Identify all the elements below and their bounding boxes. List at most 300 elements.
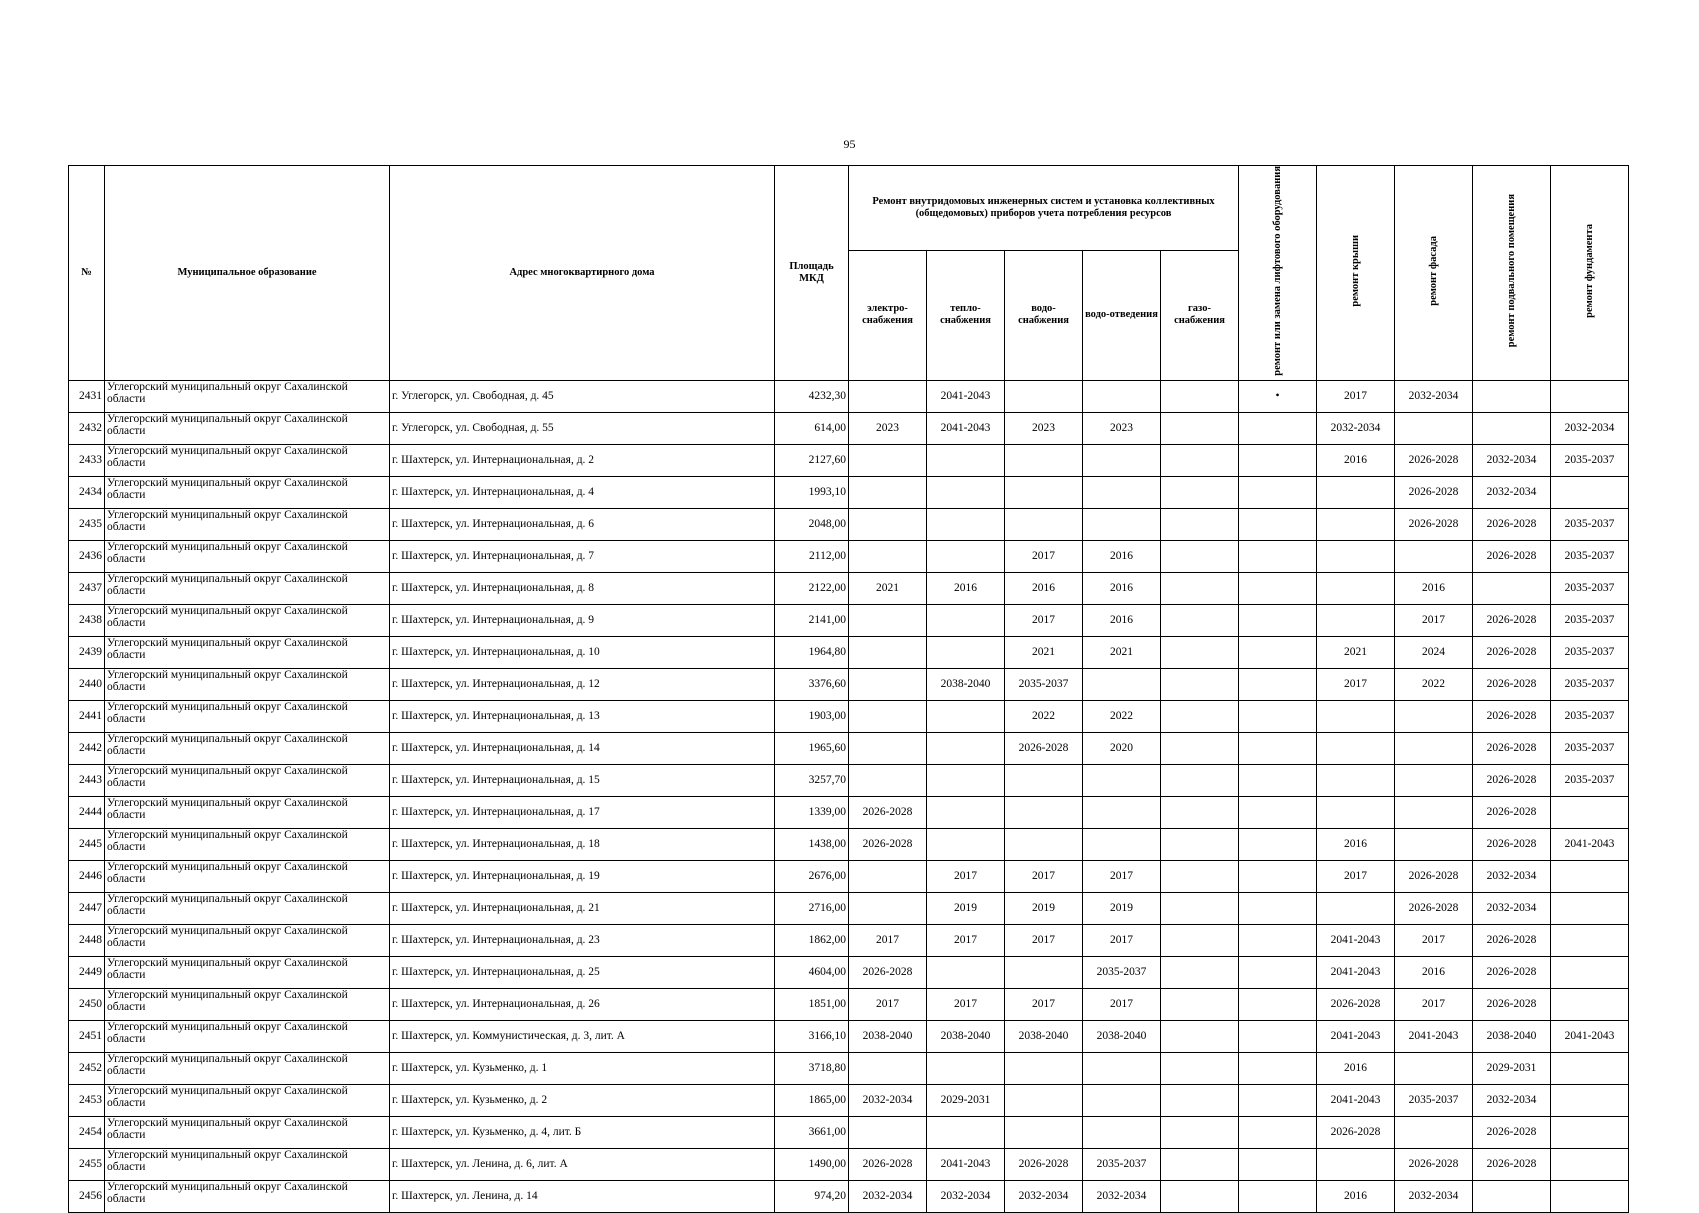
area-cell: 1438,00 (775, 828, 849, 860)
roof-cell: 2017 (1317, 860, 1395, 892)
heat-cell (927, 508, 1005, 540)
heat-cell (927, 604, 1005, 636)
basement-cell: 2026-2028 (1473, 1116, 1551, 1148)
basement-cell: 2032-2034 (1473, 476, 1551, 508)
area-cell: 2676,00 (775, 860, 849, 892)
municipality-cell: Углегорский муниципальный округ Сахалинской области (105, 636, 390, 668)
water-drain-cell (1083, 828, 1161, 860)
roof-cell: 2041-2043 (1317, 924, 1395, 956)
col-water-drain-header: водо-отведения (1083, 250, 1161, 380)
basement-cell: 2026-2028 (1473, 508, 1551, 540)
table-row (69, 572, 1629, 604)
roof-cell: 2041-2043 (1317, 1020, 1395, 1052)
foundation-cell (1551, 1084, 1629, 1116)
area-cell: 1903,00 (775, 700, 849, 732)
address-cell: г. Шахтерск, ул. Интернациональная, д. 4 (390, 476, 775, 508)
basement-cell: 2032-2034 (1473, 444, 1551, 476)
municipality-cell: Углегорский муниципальный округ Сахалинской области (105, 732, 390, 764)
heat-cell (927, 1052, 1005, 1084)
electric-cell: 2026-2028 (849, 1148, 927, 1180)
water-drain-cell: 2032-2034 (1083, 1180, 1161, 1212)
page-number: 95 (843, 137, 856, 151)
lift-cell (1239, 540, 1317, 572)
electric-cell (849, 764, 927, 796)
facade-cell (1395, 412, 1473, 444)
address-cell: г. Шахтерск, ул. Кузьменко, д. 2 (390, 1084, 775, 1116)
row-number: 2445 (69, 828, 105, 860)
row-number: 2438 (69, 604, 105, 636)
facade-cell: 2016 (1395, 956, 1473, 988)
water-drain-cell: 2038-2040 (1083, 1020, 1161, 1052)
col-basement-header: ремонт подвального помещения (1473, 166, 1551, 381)
basement-cell: 2026-2028 (1473, 1148, 1551, 1180)
water-supply-cell: 2019 (1005, 892, 1083, 924)
col-num-header: № (69, 166, 105, 381)
water-supply-cell: 2017 (1005, 860, 1083, 892)
table-row (69, 924, 1629, 956)
facade-cell (1395, 796, 1473, 828)
address-cell: г. Шахтерск, ул. Ленина, д. 6, лит. А (390, 1148, 775, 1180)
water-supply-cell: 2017 (1005, 924, 1083, 956)
table-row (69, 508, 1629, 540)
table-row (69, 1180, 1629, 1212)
water-supply-cell (1005, 1052, 1083, 1084)
foundation-cell: 2035-2037 (1551, 572, 1629, 604)
foundation-cell (1551, 1180, 1629, 1212)
municipality-cell: Углегорский муниципальный округ Сахалинской области (105, 956, 390, 988)
municipality-cell: Углегорский муниципальный округ Сахалинской области (105, 1020, 390, 1052)
heat-cell: 2038-2040 (927, 668, 1005, 700)
water-supply-cell: 2023 (1005, 412, 1083, 444)
water-supply-cell (1005, 476, 1083, 508)
table-row (69, 732, 1629, 764)
roof-cell (1317, 572, 1395, 604)
table-row (69, 476, 1629, 508)
area-cell: 3376,60 (775, 668, 849, 700)
basement-cell: 2026-2028 (1473, 700, 1551, 732)
gas-cell (1161, 508, 1239, 540)
roof-cell (1317, 604, 1395, 636)
roof-cell (1317, 700, 1395, 732)
water-drain-cell (1083, 380, 1161, 412)
address-cell: г. Шахтерск, ул. Интернациональная, д. 25 (390, 956, 775, 988)
col-roof-header: ремонт крыши (1317, 166, 1395, 381)
municipality-cell: Углегорский муниципальный округ Сахалинской области (105, 380, 390, 412)
heat-cell (927, 444, 1005, 476)
col-address-header: Адрес многоквартирного дома (390, 166, 775, 381)
row-number: 2444 (69, 796, 105, 828)
roof-cell: 2026-2028 (1317, 1116, 1395, 1148)
col-municipality-header: Муниципальное образование (105, 166, 390, 381)
lift-cell (1239, 796, 1317, 828)
roof-cell: 2016 (1317, 828, 1395, 860)
area-cell: 1339,00 (775, 796, 849, 828)
municipality-cell: Углегорский муниципальный округ Сахалинской области (105, 700, 390, 732)
municipality-cell: Углегорский муниципальный округ Сахалинской области (105, 604, 390, 636)
basement-cell: 2032-2034 (1473, 860, 1551, 892)
electric-cell (849, 380, 927, 412)
heat-cell (927, 732, 1005, 764)
municipality-cell: Углегорский муниципальный округ Сахалинской области (105, 476, 390, 508)
foundation-cell (1551, 988, 1629, 1020)
roof-cell: 2017 (1317, 380, 1395, 412)
electric-cell: 2032-2034 (849, 1084, 927, 1116)
table-row (69, 988, 1629, 1020)
lift-cell (1239, 1116, 1317, 1148)
area-cell: 1965,60 (775, 732, 849, 764)
heat-cell: 2017 (927, 924, 1005, 956)
basement-cell: 2026-2028 (1473, 796, 1551, 828)
foundation-cell (1551, 860, 1629, 892)
municipality-cell: Углегорский муниципальный округ Сахалинской области (105, 988, 390, 1020)
foundation-cell: 2035-2037 (1551, 668, 1629, 700)
facade-cell: 2017 (1395, 604, 1473, 636)
water-supply-cell (1005, 764, 1083, 796)
repair-schedule-table (68, 165, 1629, 1213)
table-row (69, 1116, 1629, 1148)
lift-cell (1239, 860, 1317, 892)
basement-cell (1473, 412, 1551, 444)
gas-cell (1161, 1116, 1239, 1148)
electric-cell: 2021 (849, 572, 927, 604)
water-drain-cell (1083, 764, 1161, 796)
foundation-cell: 2041-2043 (1551, 1020, 1629, 1052)
roof-cell (1317, 796, 1395, 828)
heat-cell: 2032-2034 (927, 1180, 1005, 1212)
gas-cell (1161, 572, 1239, 604)
electric-cell (849, 1116, 927, 1148)
water-drain-cell: 2017 (1083, 988, 1161, 1020)
table-row (69, 764, 1629, 796)
water-drain-cell (1083, 1084, 1161, 1116)
heat-cell: 2017 (927, 988, 1005, 1020)
foundation-cell: 2035-2037 (1551, 732, 1629, 764)
facade-cell: 2016 (1395, 572, 1473, 604)
lift-cell (1239, 508, 1317, 540)
municipality-cell: Углегорский муниципальный округ Сахалинской области (105, 1116, 390, 1148)
water-drain-cell: 2016 (1083, 540, 1161, 572)
water-drain-cell (1083, 1116, 1161, 1148)
table-row (69, 668, 1629, 700)
table-row (69, 412, 1629, 444)
area-cell: 974,20 (775, 1180, 849, 1212)
facade-cell (1395, 1116, 1473, 1148)
facade-cell (1395, 700, 1473, 732)
electric-cell: 2026-2028 (849, 828, 927, 860)
table-row (69, 860, 1629, 892)
facade-cell: 2026-2028 (1395, 476, 1473, 508)
water-supply-cell: 2032-2034 (1005, 1180, 1083, 1212)
row-number: 2443 (69, 764, 105, 796)
heat-cell: 2017 (927, 860, 1005, 892)
table-row (69, 444, 1629, 476)
area-cell: 2048,00 (775, 508, 849, 540)
electric-cell (849, 860, 927, 892)
col-electric-header: электро-снабжения (849, 250, 927, 380)
gas-cell (1161, 1148, 1239, 1180)
foundation-cell (1551, 796, 1629, 828)
municipality-cell: Углегорский муниципальный округ Сахалинской области (105, 572, 390, 604)
table-row (69, 540, 1629, 572)
water-drain-cell (1083, 444, 1161, 476)
water-drain-cell: 2020 (1083, 732, 1161, 764)
electric-cell: 2017 (849, 988, 927, 1020)
water-supply-cell (1005, 828, 1083, 860)
address-cell: г. Шахтерск, ул. Коммунистическая, д. 3, лит. А (390, 1020, 775, 1052)
municipality-cell: Углегорский муниципальный округ Сахалинской области (105, 1180, 390, 1212)
foundation-cell (1551, 892, 1629, 924)
area-cell: 2141,00 (775, 604, 849, 636)
lift-cell (1239, 828, 1317, 860)
facade-cell (1395, 828, 1473, 860)
address-cell: г. Шахтерск, ул. Интернациональная, д. 12 (390, 668, 775, 700)
area-cell: 3166,10 (775, 1020, 849, 1052)
lift-cell (1239, 764, 1317, 796)
municipality-cell: Углегорский муниципальный округ Сахалинской области (105, 540, 390, 572)
facade-cell: 2026-2028 (1395, 892, 1473, 924)
water-supply-cell: 2017 (1005, 988, 1083, 1020)
address-cell: г. Шахтерск, ул. Интернациональная, д. 15 (390, 764, 775, 796)
row-number: 2437 (69, 572, 105, 604)
roof-cell (1317, 540, 1395, 572)
basement-cell (1473, 380, 1551, 412)
municipality-cell: Углегорский муниципальный округ Сахалинской области (105, 1084, 390, 1116)
water-supply-cell: 2017 (1005, 540, 1083, 572)
facade-cell (1395, 764, 1473, 796)
electric-cell: 2026-2028 (849, 956, 927, 988)
table-row (69, 956, 1629, 988)
water-supply-cell (1005, 1084, 1083, 1116)
basement-cell: 2026-2028 (1473, 732, 1551, 764)
water-supply-cell (1005, 444, 1083, 476)
address-cell: г. Углегорск, ул. Свободная, д. 55 (390, 412, 775, 444)
area-cell: 3257,70 (775, 764, 849, 796)
facade-cell: 2026-2028 (1395, 860, 1473, 892)
table-row (69, 1084, 1629, 1116)
foundation-cell (1551, 476, 1629, 508)
lift-cell (1239, 572, 1317, 604)
basement-cell: 2026-2028 (1473, 668, 1551, 700)
foundation-cell: 2035-2037 (1551, 700, 1629, 732)
gas-cell (1161, 1084, 1239, 1116)
electric-cell (849, 668, 927, 700)
basement-cell: 2026-2028 (1473, 540, 1551, 572)
foundation-cell: 2035-2037 (1551, 508, 1629, 540)
gas-cell (1161, 380, 1239, 412)
heat-cell (927, 540, 1005, 572)
col-heat-header: тепло-снабжения (927, 250, 1005, 380)
foundation-cell: 2032-2034 (1551, 412, 1629, 444)
gas-cell (1161, 1020, 1239, 1052)
lift-cell (1239, 1180, 1317, 1212)
municipality-cell: Углегорский муниципальный округ Сахалинской области (105, 860, 390, 892)
address-cell: г. Шахтерск, ул. Интернациональная, д. 17 (390, 796, 775, 828)
roof-cell: 2017 (1317, 668, 1395, 700)
table-row (69, 828, 1629, 860)
foundation-cell: 2035-2037 (1551, 636, 1629, 668)
water-drain-cell: 2019 (1083, 892, 1161, 924)
water-supply-cell: 2026-2028 (1005, 732, 1083, 764)
foundation-cell (1551, 924, 1629, 956)
table-row (69, 1020, 1629, 1052)
foundation-cell (1551, 956, 1629, 988)
heat-cell (927, 796, 1005, 828)
foundation-cell (1551, 1148, 1629, 1180)
area-cell: 2716,00 (775, 892, 849, 924)
lift-cell (1239, 956, 1317, 988)
basement-cell: 2026-2028 (1473, 828, 1551, 860)
municipality-cell: Углегорский муниципальный округ Сахалинской области (105, 796, 390, 828)
water-supply-cell: 2017 (1005, 604, 1083, 636)
water-supply-cell: 2026-2028 (1005, 1148, 1083, 1180)
heat-cell: 2019 (927, 892, 1005, 924)
table-row (69, 892, 1629, 924)
roof-cell: 2041-2043 (1317, 956, 1395, 988)
row-number: 2434 (69, 476, 105, 508)
gas-cell (1161, 668, 1239, 700)
heat-cell: 2038-2040 (927, 1020, 1005, 1052)
heat-cell (927, 476, 1005, 508)
roof-cell (1317, 1148, 1395, 1180)
municipality-cell: Углегорский муниципальный округ Сахалинской области (105, 668, 390, 700)
address-cell: г. Шахтерск, ул. Интернациональная, д. 10 (390, 636, 775, 668)
gas-cell (1161, 700, 1239, 732)
gas-cell (1161, 764, 1239, 796)
address-cell: г. Шахтерск, ул. Интернациональная, д. 18 (390, 828, 775, 860)
foundation-cell (1551, 380, 1629, 412)
water-drain-cell (1083, 476, 1161, 508)
municipality-cell: Углегорский муниципальный округ Сахалинской области (105, 444, 390, 476)
facade-cell: 2032-2034 (1395, 1180, 1473, 1212)
address-cell: г. Шахтерск, ул. Интернациональная, д. 19 (390, 860, 775, 892)
electric-cell (849, 1052, 927, 1084)
roof-cell: 2016 (1317, 1180, 1395, 1212)
water-drain-cell: 2017 (1083, 860, 1161, 892)
electric-cell: 2032-2034 (849, 1180, 927, 1212)
address-cell: г. Шахтерск, ул. Интернациональная, д. 7 (390, 540, 775, 572)
electric-cell (849, 636, 927, 668)
area-cell: 2112,00 (775, 540, 849, 572)
lift-cell (1239, 1020, 1317, 1052)
lift-cell: • (1239, 380, 1317, 412)
basement-cell: 2032-2034 (1473, 892, 1551, 924)
water-drain-cell: 2022 (1083, 700, 1161, 732)
municipality-cell: Углегорский муниципальный округ Сахалинской области (105, 1148, 390, 1180)
municipality-cell: Углегорский муниципальный округ Сахалинской области (105, 508, 390, 540)
row-number: 2447 (69, 892, 105, 924)
lift-cell (1239, 924, 1317, 956)
water-drain-cell (1083, 796, 1161, 828)
gas-cell (1161, 860, 1239, 892)
roof-cell (1317, 764, 1395, 796)
table-row (69, 604, 1629, 636)
water-supply-cell: 2016 (1005, 572, 1083, 604)
water-supply-cell (1005, 508, 1083, 540)
row-number: 2449 (69, 956, 105, 988)
table-row (69, 636, 1629, 668)
electric-cell: 2026-2028 (849, 796, 927, 828)
area-cell: 1865,00 (775, 1084, 849, 1116)
gas-cell (1161, 892, 1239, 924)
table-body (69, 380, 1629, 1212)
lift-cell (1239, 476, 1317, 508)
municipality-cell: Углегорский муниципальный округ Сахалинской области (105, 1052, 390, 1084)
area-cell: 1964,80 (775, 636, 849, 668)
electric-cell (849, 700, 927, 732)
basement-cell (1473, 1180, 1551, 1212)
row-number: 2446 (69, 860, 105, 892)
address-cell: г. Шахтерск, ул. Интернациональная, д. 6 (390, 508, 775, 540)
address-cell: г. Шахтерск, ул. Интернациональная, д. 14 (390, 732, 775, 764)
heat-cell (927, 828, 1005, 860)
area-cell: 1490,00 (775, 1148, 849, 1180)
basement-cell: 2029-2031 (1473, 1052, 1551, 1084)
area-cell: 614,00 (775, 412, 849, 444)
col-foundation-header: ремонт фундамента (1551, 166, 1629, 381)
foundation-cell: 2035-2037 (1551, 604, 1629, 636)
electric-cell (849, 604, 927, 636)
electric-cell (849, 732, 927, 764)
municipality-cell: Углегорский муниципальный округ Сахалинской области (105, 412, 390, 444)
basement-cell: 2038-2040 (1473, 1020, 1551, 1052)
row-number: 2453 (69, 1084, 105, 1116)
roof-cell (1317, 508, 1395, 540)
row-number: 2442 (69, 732, 105, 764)
row-number: 2456 (69, 1180, 105, 1212)
lift-cell (1239, 732, 1317, 764)
facade-cell: 2026-2028 (1395, 444, 1473, 476)
basement-cell: 2026-2028 (1473, 764, 1551, 796)
table-row (69, 796, 1629, 828)
basement-cell: 2026-2028 (1473, 604, 1551, 636)
heat-cell (927, 764, 1005, 796)
water-drain-cell: 2016 (1083, 572, 1161, 604)
foundation-cell: 2035-2037 (1551, 540, 1629, 572)
foundation-cell: 2035-2037 (1551, 444, 1629, 476)
roof-cell: 2032-2034 (1317, 412, 1395, 444)
electric-cell (849, 540, 927, 572)
municipality-cell: Углегорский муниципальный округ Сахалинской области (105, 764, 390, 796)
area-cell: 2122,00 (775, 572, 849, 604)
gas-cell (1161, 988, 1239, 1020)
gas-cell (1161, 1180, 1239, 1212)
heat-cell (927, 700, 1005, 732)
col-engineering-group-header: Ремонт внутридомовых инженерных систем и установка коллективных (общедомовых) приборов учета потребления ресурсов (849, 166, 1239, 251)
address-cell: г. Шахтерск, ул. Интернациональная, д. 9 (390, 604, 775, 636)
address-cell: г. Шахтерск, ул. Интернациональная, д. 21 (390, 892, 775, 924)
heat-cell: 2041-2043 (927, 412, 1005, 444)
facade-cell (1395, 540, 1473, 572)
water-supply-cell: 2022 (1005, 700, 1083, 732)
facade-cell: 2022 (1395, 668, 1473, 700)
foundation-cell (1551, 1052, 1629, 1084)
area-cell: 1993,10 (775, 476, 849, 508)
water-supply-cell: 2021 (1005, 636, 1083, 668)
water-drain-cell: 2035-2037 (1083, 1148, 1161, 1180)
basement-cell: 2026-2028 (1473, 924, 1551, 956)
roof-cell (1317, 732, 1395, 764)
address-cell: г. Шахтерск, ул. Кузьменко, д. 1 (390, 1052, 775, 1084)
row-number: 2441 (69, 700, 105, 732)
lift-cell (1239, 1148, 1317, 1180)
facade-cell (1395, 1052, 1473, 1084)
address-cell: г. Шахтерск, ул. Интернациональная, д. 2 (390, 444, 775, 476)
row-number: 2433 (69, 444, 105, 476)
address-cell: г. Шахтерск, ул. Интернациональная, д. 13 (390, 700, 775, 732)
heat-cell: 2041-2043 (927, 380, 1005, 412)
facade-cell: 2017 (1395, 924, 1473, 956)
row-number: 2450 (69, 988, 105, 1020)
